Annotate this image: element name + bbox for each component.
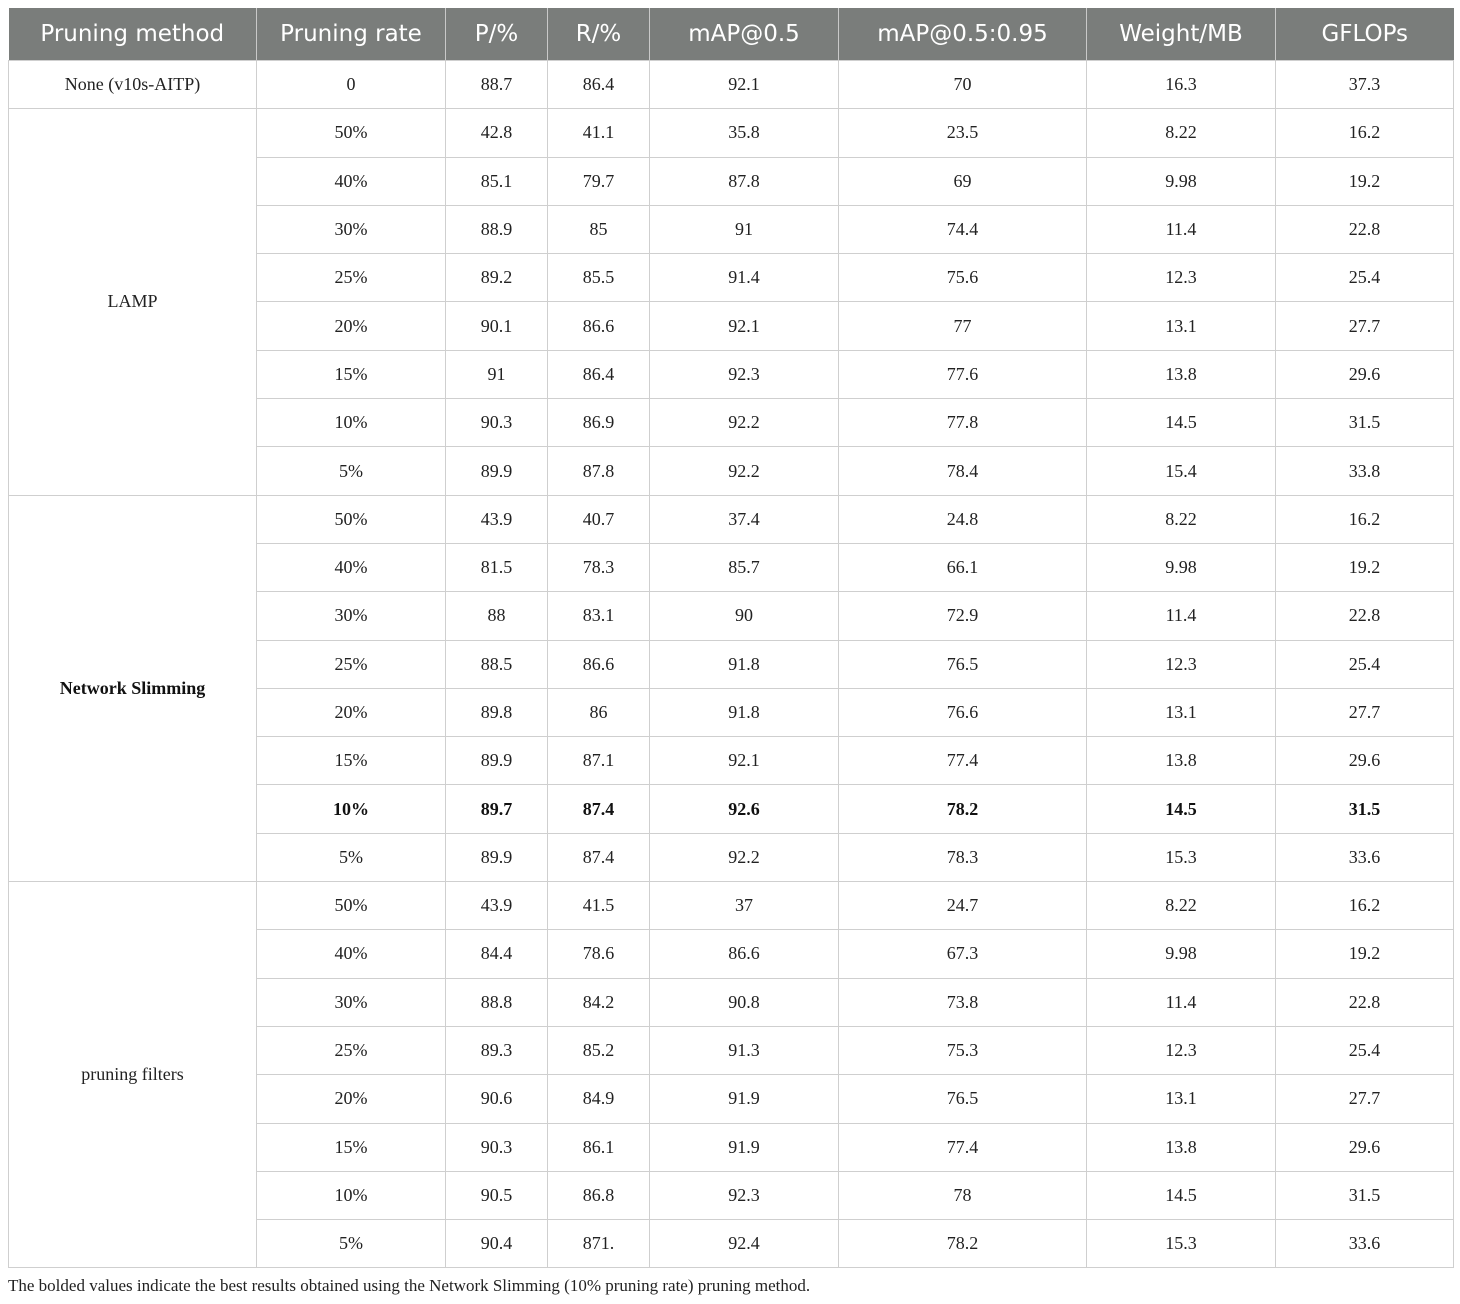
value-cell: 29.6 bbox=[1276, 1123, 1454, 1171]
value-cell: 16.3 bbox=[1087, 61, 1276, 109]
value-cell: 92.2 bbox=[650, 399, 839, 447]
value-cell: 13.8 bbox=[1087, 350, 1276, 398]
value-cell: 8.22 bbox=[1087, 495, 1276, 543]
value-cell: 86.4 bbox=[548, 350, 650, 398]
value-cell: 14.5 bbox=[1087, 1171, 1276, 1219]
value-cell: 76.5 bbox=[839, 1075, 1087, 1123]
value-cell: 90.3 bbox=[446, 399, 548, 447]
value-cell: 88.9 bbox=[446, 205, 548, 253]
value-cell: 85.7 bbox=[650, 543, 839, 591]
table-row bbox=[9, 61, 1454, 109]
value-cell: 76.6 bbox=[839, 688, 1087, 736]
value-cell: 33.6 bbox=[1276, 833, 1454, 881]
value-cell: 41.5 bbox=[548, 882, 650, 930]
value-cell: 16.2 bbox=[1276, 882, 1454, 930]
value-cell: 40.7 bbox=[548, 495, 650, 543]
pruning-rate-cell: 40% bbox=[257, 157, 446, 205]
pruning-rate-cell: 5% bbox=[257, 447, 446, 495]
value-cell: 23.5 bbox=[839, 109, 1087, 157]
col-header-map50-95: mAP@0.5:0.95 bbox=[839, 8, 1087, 61]
value-cell: 24.8 bbox=[839, 495, 1087, 543]
value-cell: 22.8 bbox=[1276, 592, 1454, 640]
pruning-rate-cell: 50% bbox=[257, 882, 446, 930]
value-cell: 81.5 bbox=[446, 543, 548, 591]
value-cell: 91 bbox=[650, 205, 839, 253]
value-cell: 90.8 bbox=[650, 978, 839, 1026]
value-cell: 12.3 bbox=[1087, 640, 1276, 688]
table-footnote: The bolded values indicate the best results obtained using the Network Slimming (10% pruning rate) pruning method. bbox=[8, 1276, 811, 1295]
value-cell: 41.1 bbox=[548, 109, 650, 157]
value-cell: 75.6 bbox=[839, 254, 1087, 302]
value-cell: 78.2 bbox=[839, 785, 1087, 833]
pruning-rate-cell: 15% bbox=[257, 350, 446, 398]
value-cell: 78 bbox=[839, 1171, 1087, 1219]
pruning-rate-cell: 30% bbox=[257, 592, 446, 640]
pruning-rate-cell: 40% bbox=[257, 930, 446, 978]
value-cell: 72.9 bbox=[839, 592, 1087, 640]
col-header-gflops: GFLOPs bbox=[1276, 8, 1454, 61]
col-header-map50: mAP@0.5 bbox=[650, 8, 839, 61]
value-cell: 91.8 bbox=[650, 688, 839, 736]
value-cell: 84.9 bbox=[548, 1075, 650, 1123]
value-cell: 35.8 bbox=[650, 109, 839, 157]
value-cell: 14.5 bbox=[1087, 399, 1276, 447]
method-cell: LAMP bbox=[9, 109, 257, 495]
value-cell: 67.3 bbox=[839, 930, 1087, 978]
method-cell: None (v10s-AITP) bbox=[9, 61, 257, 109]
pruning-rate-cell: 30% bbox=[257, 978, 446, 1026]
value-cell: 88.8 bbox=[446, 978, 548, 1026]
value-cell: 43.9 bbox=[446, 495, 548, 543]
value-cell: 90 bbox=[650, 592, 839, 640]
pruning-rate-cell: 15% bbox=[257, 737, 446, 785]
value-cell: 85.2 bbox=[548, 1026, 650, 1074]
value-cell: 13.8 bbox=[1087, 737, 1276, 785]
value-cell: 31.5 bbox=[1276, 399, 1454, 447]
value-cell: 86.6 bbox=[548, 302, 650, 350]
value-cell: 8.22 bbox=[1087, 882, 1276, 930]
value-cell: 22.8 bbox=[1276, 978, 1454, 1026]
value-cell: 78.3 bbox=[548, 543, 650, 591]
col-header-pruning-method: Pruning method bbox=[9, 8, 257, 61]
value-cell: 92.3 bbox=[650, 350, 839, 398]
value-cell: 78.6 bbox=[548, 930, 650, 978]
value-cell: 13.1 bbox=[1087, 1075, 1276, 1123]
value-cell: 88.5 bbox=[446, 640, 548, 688]
value-cell: 85 bbox=[548, 205, 650, 253]
value-cell: 75.3 bbox=[839, 1026, 1087, 1074]
value-cell: 25.4 bbox=[1276, 1026, 1454, 1074]
pruning-rate-cell: 10% bbox=[257, 785, 446, 833]
value-cell: 89.9 bbox=[446, 447, 548, 495]
col-header-weight: Weight/MB bbox=[1087, 8, 1276, 61]
pruning-rate-cell: 25% bbox=[257, 254, 446, 302]
value-cell: 13.1 bbox=[1087, 688, 1276, 736]
value-cell: 91.3 bbox=[650, 1026, 839, 1074]
value-cell: 85.1 bbox=[446, 157, 548, 205]
value-cell: 37.3 bbox=[1276, 61, 1454, 109]
value-cell: 14.5 bbox=[1087, 785, 1276, 833]
value-cell: 85.5 bbox=[548, 254, 650, 302]
value-cell: 77.4 bbox=[839, 737, 1087, 785]
method-cell: pruning filters bbox=[9, 882, 257, 1268]
value-cell: 871. bbox=[548, 1220, 650, 1268]
value-cell: 70 bbox=[839, 61, 1087, 109]
pruning-rate-cell: 20% bbox=[257, 1075, 446, 1123]
col-header-pruning-rate: Pruning rate bbox=[257, 8, 446, 61]
value-cell: 73.8 bbox=[839, 978, 1087, 1026]
value-cell: 27.7 bbox=[1276, 1075, 1454, 1123]
table-row bbox=[9, 109, 1454, 157]
value-cell: 9.98 bbox=[1087, 157, 1276, 205]
value-cell: 15.3 bbox=[1087, 1220, 1276, 1268]
value-cell: 25.4 bbox=[1276, 640, 1454, 688]
pruning-rate-cell: 25% bbox=[257, 1026, 446, 1074]
value-cell: 92.1 bbox=[650, 302, 839, 350]
value-cell: 84.4 bbox=[446, 930, 548, 978]
value-cell: 11.4 bbox=[1087, 978, 1276, 1026]
value-cell: 31.5 bbox=[1276, 785, 1454, 833]
value-cell: 87.8 bbox=[548, 447, 650, 495]
value-cell: 43.9 bbox=[446, 882, 548, 930]
pruning-rate-cell: 10% bbox=[257, 1171, 446, 1219]
value-cell: 86 bbox=[548, 688, 650, 736]
value-cell: 87.1 bbox=[548, 737, 650, 785]
table-container bbox=[8, 8, 1453, 1268]
value-cell: 92.6 bbox=[650, 785, 839, 833]
value-cell: 11.4 bbox=[1087, 205, 1276, 253]
value-cell: 22.8 bbox=[1276, 205, 1454, 253]
table-body bbox=[9, 61, 1454, 1268]
value-cell: 33.6 bbox=[1276, 1220, 1454, 1268]
value-cell: 86.9 bbox=[548, 399, 650, 447]
pruning-rate-cell: 20% bbox=[257, 688, 446, 736]
value-cell: 8.22 bbox=[1087, 109, 1276, 157]
value-cell: 15.4 bbox=[1087, 447, 1276, 495]
pruning-rate-cell: 40% bbox=[257, 543, 446, 591]
value-cell: 29.6 bbox=[1276, 737, 1454, 785]
value-cell: 89.3 bbox=[446, 1026, 548, 1074]
value-cell: 74.4 bbox=[839, 205, 1087, 253]
value-cell: 86.4 bbox=[548, 61, 650, 109]
pruning-rate-cell: 50% bbox=[257, 109, 446, 157]
value-cell: 9.98 bbox=[1087, 930, 1276, 978]
value-cell: 77.6 bbox=[839, 350, 1087, 398]
value-cell: 90.5 bbox=[446, 1171, 548, 1219]
value-cell: 89.9 bbox=[446, 737, 548, 785]
pruning-rate-cell: 15% bbox=[257, 1123, 446, 1171]
value-cell: 29.6 bbox=[1276, 350, 1454, 398]
value-cell: 37.4 bbox=[650, 495, 839, 543]
value-cell: 91.4 bbox=[650, 254, 839, 302]
value-cell: 92.2 bbox=[650, 447, 839, 495]
value-cell: 15.3 bbox=[1087, 833, 1276, 881]
value-cell: 27.7 bbox=[1276, 302, 1454, 350]
value-cell: 89.9 bbox=[446, 833, 548, 881]
pruning-rate-cell: 25% bbox=[257, 640, 446, 688]
value-cell: 42.8 bbox=[446, 109, 548, 157]
col-header-precision: P/% bbox=[446, 8, 548, 61]
value-cell: 89.2 bbox=[446, 254, 548, 302]
value-cell: 89.7 bbox=[446, 785, 548, 833]
pruning-rate-cell: 50% bbox=[257, 495, 446, 543]
value-cell: 86.6 bbox=[650, 930, 839, 978]
value-cell: 77.8 bbox=[839, 399, 1087, 447]
value-cell: 9.98 bbox=[1087, 543, 1276, 591]
value-cell: 76.5 bbox=[839, 640, 1087, 688]
value-cell: 78.4 bbox=[839, 447, 1087, 495]
pruning-rate-cell: 5% bbox=[257, 833, 446, 881]
value-cell: 91.9 bbox=[650, 1075, 839, 1123]
value-cell: 25.4 bbox=[1276, 254, 1454, 302]
value-cell: 90.1 bbox=[446, 302, 548, 350]
value-cell: 69 bbox=[839, 157, 1087, 205]
value-cell: 91 bbox=[446, 350, 548, 398]
pruning-rate-cell: 30% bbox=[257, 205, 446, 253]
method-cell: Network Slimming bbox=[9, 495, 257, 881]
value-cell: 92.4 bbox=[650, 1220, 839, 1268]
value-cell: 92.3 bbox=[650, 1171, 839, 1219]
col-header-recall: R/% bbox=[548, 8, 650, 61]
value-cell: 13.8 bbox=[1087, 1123, 1276, 1171]
value-cell: 16.2 bbox=[1276, 495, 1454, 543]
value-cell: 33.8 bbox=[1276, 447, 1454, 495]
value-cell: 88 bbox=[446, 592, 548, 640]
value-cell: 78.3 bbox=[839, 833, 1087, 881]
value-cell: 24.7 bbox=[839, 882, 1087, 930]
value-cell: 91.8 bbox=[650, 640, 839, 688]
value-cell: 92.1 bbox=[650, 61, 839, 109]
value-cell: 83.1 bbox=[548, 592, 650, 640]
pruning-rate-cell: 10% bbox=[257, 399, 446, 447]
value-cell: 86.8 bbox=[548, 1171, 650, 1219]
value-cell: 19.2 bbox=[1276, 157, 1454, 205]
value-cell: 37 bbox=[650, 882, 839, 930]
value-cell: 87.4 bbox=[548, 785, 650, 833]
value-cell: 12.3 bbox=[1087, 254, 1276, 302]
value-cell: 90.3 bbox=[446, 1123, 548, 1171]
value-cell: 19.2 bbox=[1276, 930, 1454, 978]
value-cell: 12.3 bbox=[1087, 1026, 1276, 1074]
pruning-rate-cell: 5% bbox=[257, 1220, 446, 1268]
value-cell: 90.6 bbox=[446, 1075, 548, 1123]
table-row bbox=[9, 495, 1454, 543]
value-cell: 13.1 bbox=[1087, 302, 1276, 350]
value-cell: 27.7 bbox=[1276, 688, 1454, 736]
pruning-rate-cell: 0 bbox=[257, 61, 446, 109]
table-row bbox=[9, 882, 1454, 930]
value-cell: 92.2 bbox=[650, 833, 839, 881]
results-table bbox=[8, 8, 1454, 1268]
value-cell: 84.2 bbox=[548, 978, 650, 1026]
value-cell: 91.9 bbox=[650, 1123, 839, 1171]
value-cell: 11.4 bbox=[1087, 592, 1276, 640]
value-cell: 19.2 bbox=[1276, 543, 1454, 591]
value-cell: 86.6 bbox=[548, 640, 650, 688]
header-row bbox=[9, 8, 1454, 61]
value-cell: 79.7 bbox=[548, 157, 650, 205]
value-cell: 92.1 bbox=[650, 737, 839, 785]
value-cell: 90.4 bbox=[446, 1220, 548, 1268]
value-cell: 87.4 bbox=[548, 833, 650, 881]
value-cell: 86.1 bbox=[548, 1123, 650, 1171]
value-cell: 88.7 bbox=[446, 61, 548, 109]
pruning-rate-cell: 20% bbox=[257, 302, 446, 350]
value-cell: 77 bbox=[839, 302, 1087, 350]
value-cell: 78.2 bbox=[839, 1220, 1087, 1268]
value-cell: 77.4 bbox=[839, 1123, 1087, 1171]
value-cell: 89.8 bbox=[446, 688, 548, 736]
value-cell: 66.1 bbox=[839, 543, 1087, 591]
value-cell: 87.8 bbox=[650, 157, 839, 205]
value-cell: 16.2 bbox=[1276, 109, 1454, 157]
value-cell: 31.5 bbox=[1276, 1171, 1454, 1219]
